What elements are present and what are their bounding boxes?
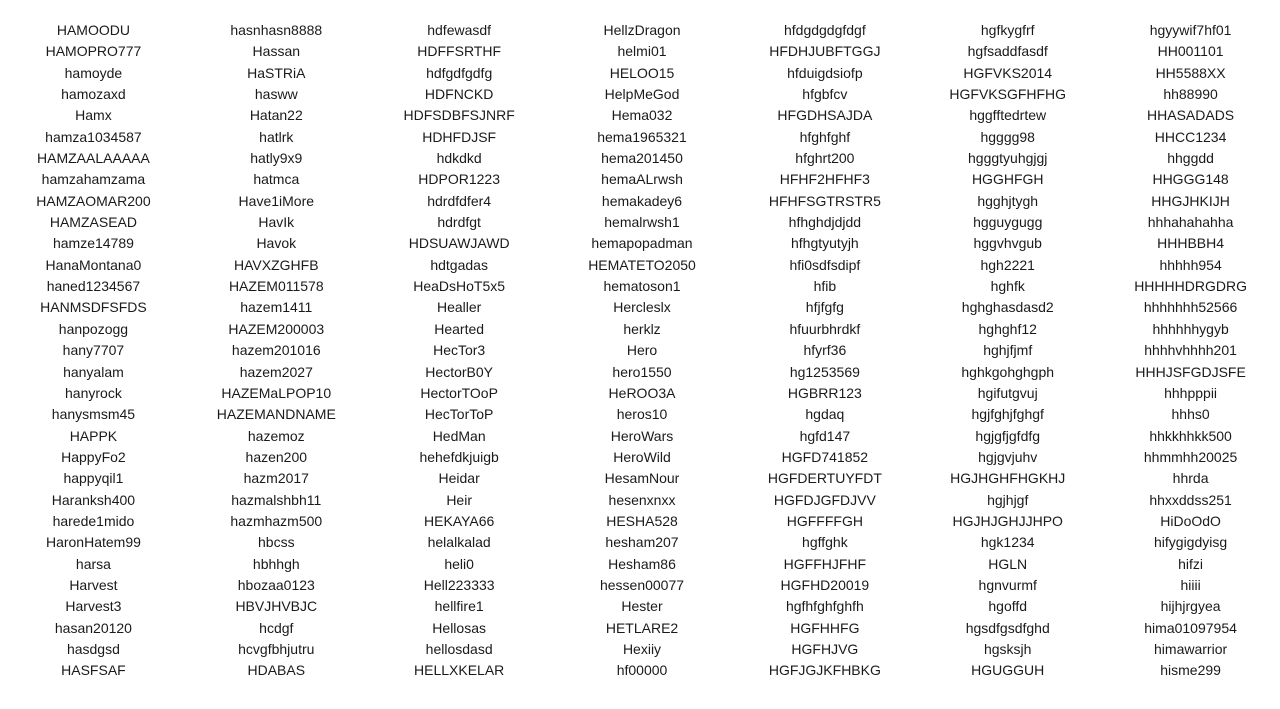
username-cell: Hexiiy xyxy=(622,640,662,657)
username-cell: HDSUAWJAWD xyxy=(408,235,510,252)
username-cell: hdkdkd xyxy=(436,150,482,167)
username-cell: hgfkygfrf xyxy=(980,22,1035,38)
username-cell: hemalrwsh1 xyxy=(604,214,680,231)
username-cell: HFHF2HFHF3 xyxy=(779,171,870,188)
username-cell: hhhpppii xyxy=(1164,384,1218,401)
username-cell: hfdgdgdgfdgf xyxy=(783,22,866,38)
username-cell: HanaMontana0 xyxy=(45,256,142,273)
username-cell: hgghjtygh xyxy=(977,192,1039,209)
username-cell: hdrdfgt xyxy=(437,214,481,231)
username-cell: HGUGGUH xyxy=(971,662,1045,679)
username-cell: Healler xyxy=(436,299,482,316)
username-cell: HAZEM011578 xyxy=(228,278,324,295)
username-cell: hhhhhhh52566 xyxy=(1143,299,1238,316)
username-cell: Hesham86 xyxy=(608,555,676,572)
username-cell: HHHJSFGDJSFE xyxy=(1135,363,1246,380)
username-cell: HedMan xyxy=(432,427,486,444)
username-cell: Hassan xyxy=(252,43,301,60)
username-cell: hgh2221 xyxy=(980,256,1035,273)
username-cell: HGFHHFG xyxy=(790,619,860,636)
username-cell: HGFVKSGFHFHG xyxy=(949,86,1067,103)
username-cell: hhhhhhygyb xyxy=(1152,320,1229,337)
username-cell: Harvest3 xyxy=(65,598,122,615)
username-cell: hanyalam xyxy=(63,363,124,380)
username-cell: HAMZASEAD xyxy=(49,214,137,231)
username-cell: HappyFo2 xyxy=(61,448,126,465)
username-cell: hgyywif7hf01 xyxy=(1149,22,1232,38)
username-cell: hazmalshbh11 xyxy=(231,491,322,508)
username-cell: hhggdd xyxy=(1167,150,1214,167)
username-cell: hhhs0 xyxy=(1171,406,1210,423)
username-list xyxy=(0,20,1280,682)
username-cell: hgjgfjgfdfg xyxy=(975,427,1041,444)
username-cell: HGFFFFGH xyxy=(786,512,863,529)
username-cell: hazemoz xyxy=(247,427,305,444)
username-cell: HelpMeGod xyxy=(604,86,680,103)
username-cell: hesham207 xyxy=(605,534,679,551)
username-cell: hanpozogg xyxy=(58,320,129,337)
username-cell: hgggtyuhgjgj xyxy=(968,150,1048,167)
username-cell: hgjfghjfghgf xyxy=(971,406,1044,423)
username-cell: hbhhgh xyxy=(252,555,300,572)
username-cell: Haranksh400 xyxy=(51,491,136,508)
username-cell: HELLXKELAR xyxy=(414,662,505,679)
username-cell: HectorTOoP xyxy=(420,384,498,401)
username-cell: hfi0sdfsdipf xyxy=(789,256,861,273)
username-cell: hanyrock xyxy=(65,384,122,401)
username-cell: hhhahahahha xyxy=(1147,214,1234,231)
username-cell: hghghf12 xyxy=(978,320,1037,337)
username-cell: hcvgfbhjutru xyxy=(238,640,315,657)
username-cell: HDPOR1223 xyxy=(418,171,500,188)
username-cell: hfghrt200 xyxy=(795,150,855,167)
username-cell: HGFVKS2014 xyxy=(963,64,1053,81)
username-cell: HAZEMANDNAME xyxy=(216,406,336,423)
username-cell: HAVXZGHFB xyxy=(234,256,319,273)
username-cell: hamze14789 xyxy=(52,235,134,252)
username-cell: HAMOPRO777 xyxy=(45,43,142,60)
username-cell: hdrdfdfer4 xyxy=(427,192,492,209)
username-cell: HeroWild xyxy=(613,448,671,465)
username-cell: HDFNCKD xyxy=(424,86,494,103)
username-cell: HavIk xyxy=(258,214,295,231)
username-cell: HGJHJGHJJHPO xyxy=(952,512,1063,529)
username-cell: hbcss xyxy=(258,534,295,551)
username-cell: HellzDragon xyxy=(603,22,681,38)
username-cell: hghjfjmf xyxy=(983,342,1033,359)
username-cell: Hellosas xyxy=(432,619,486,636)
username-cell: HHCC1234 xyxy=(1154,128,1227,145)
username-cell: HeaDsHoT5x5 xyxy=(413,278,506,295)
username-cell: hasan20120 xyxy=(54,619,132,636)
username-cell: helmi01 xyxy=(617,43,667,60)
username-cell: HDFSDBFSJNRF xyxy=(403,107,515,124)
username-cell: hgifutgvuj xyxy=(977,384,1038,401)
username-cell: hfib xyxy=(813,278,837,295)
username-cell: hellosdasd xyxy=(425,640,493,657)
username-cell: hfuurbhrdkf xyxy=(789,320,861,337)
username-cell: hfduigdsiofp xyxy=(787,64,863,81)
username-cell: HiDoOdO xyxy=(1160,512,1221,529)
username-cell: hemaALrwsh xyxy=(601,171,683,188)
username-cell: hema201450 xyxy=(601,150,683,167)
username-cell: hehefdkjuigb xyxy=(419,448,499,465)
username-cell: hemakadey6 xyxy=(601,192,683,209)
username-cell: HAMOODU xyxy=(56,22,130,38)
username-cell: HFGDHSAJDA xyxy=(777,107,873,124)
username-cell: HHHBBH4 xyxy=(1157,235,1225,252)
username-cell: hhxxddss251 xyxy=(1149,491,1232,508)
username-cell: HAPPK xyxy=(69,427,118,444)
username-cell: hdfewasdf xyxy=(427,22,492,38)
username-cell: HaronHatem99 xyxy=(45,534,141,551)
username-cell: hgk1234 xyxy=(980,534,1035,551)
username-cell: hdfgdfgdfg xyxy=(426,64,493,81)
username-cell: HDHFDJSF xyxy=(422,128,497,145)
username-cell: HGBRR123 xyxy=(787,384,862,401)
username-cell: hazm2017 xyxy=(243,470,309,487)
username-cell: hazen200 xyxy=(245,448,308,465)
username-cell: hbozaa0123 xyxy=(237,576,315,593)
username-cell: HDFFSRTHF xyxy=(417,43,502,60)
username-cell: herklz xyxy=(623,320,661,337)
username-cell: hisme299 xyxy=(1160,662,1221,679)
username-cell: hgjhjgf xyxy=(987,491,1029,508)
username-cell: HGGHFGH xyxy=(971,171,1044,188)
username-cell: HGFFHJFHF xyxy=(783,555,867,572)
username-cell: HESHA528 xyxy=(606,512,678,529)
username-cell: hatlrk xyxy=(259,128,294,145)
username-cell: Hell223333 xyxy=(423,576,495,593)
username-cell: hema1965321 xyxy=(597,128,687,145)
username-cell: hellfire1 xyxy=(434,598,484,615)
username-cell: hifzi xyxy=(1178,555,1204,572)
username-cell: HASFSAF xyxy=(61,662,126,679)
username-cell: hfghfghf xyxy=(799,128,851,145)
username-cell: Hema032 xyxy=(611,107,673,124)
username-cell: hgjgvjuhv xyxy=(978,448,1038,465)
username-cell: hesenxnxx xyxy=(608,491,676,508)
username-cell: hematoson1 xyxy=(603,278,681,295)
username-cell: hhkkhhkk500 xyxy=(1149,427,1232,444)
username-cell: HAMZAOMAR200 xyxy=(36,192,151,209)
username-cell: HGFDERTUYFDT xyxy=(767,470,882,487)
username-cell: harede1mido xyxy=(52,512,135,529)
username-cell: Hero xyxy=(626,342,658,359)
username-cell: HaSTRiA xyxy=(247,64,306,81)
username-cell: hgfsaddfasdf xyxy=(967,43,1048,60)
username-cell: HGLN xyxy=(988,555,1028,572)
username-cell: happyqil1 xyxy=(63,470,124,487)
username-cell: hero1550 xyxy=(612,363,672,380)
username-cell: HAZEM200003 xyxy=(228,320,325,337)
username-cell: HH5588XX xyxy=(1155,64,1226,81)
username-cell: HHHHHDRGDRG xyxy=(1134,278,1247,295)
username-cell: Have1iMore xyxy=(238,192,315,209)
username-cell: HeROO3A xyxy=(608,384,676,401)
username-cell: HGJHGHFHGKHJ xyxy=(950,470,1066,487)
username-cell: HEKAYA66 xyxy=(424,512,495,529)
username-cell: HGFD741852 xyxy=(781,448,869,465)
username-cell: HFDHJUBFTGGJ xyxy=(769,43,881,60)
username-cell: himawarrior xyxy=(1154,640,1228,657)
username-cell: hifygigdyisg xyxy=(1154,534,1228,551)
username-cell: hasnhasn8888 xyxy=(230,22,323,38)
username-cell: HGFJGJKFHBKG xyxy=(768,662,881,679)
username-cell: hasww xyxy=(254,86,298,103)
username-cell: HHASADADS xyxy=(1147,107,1235,124)
username-cell: Hamx xyxy=(75,107,112,124)
username-cell: Harvest xyxy=(69,576,118,593)
username-cell: hasdgsd xyxy=(66,640,120,657)
username-cell: haned1234567 xyxy=(46,278,141,295)
username-cell: Heir xyxy=(446,491,472,508)
username-cell: Hearted xyxy=(434,320,485,337)
username-cell: hessen00077 xyxy=(599,576,685,593)
username-cell: hima01097954 xyxy=(1144,619,1237,636)
username-cell: HecTorToP xyxy=(424,406,494,423)
username-cell: hgdaq xyxy=(805,406,845,423)
username-cell: hg1253569 xyxy=(789,363,860,380)
username-cell: HETLARE2 xyxy=(605,619,679,636)
username-cell: hcdgf xyxy=(259,619,294,636)
column-6 xyxy=(916,20,1099,682)
username-cell: hazem1411 xyxy=(240,299,313,316)
username-cell: Hercleslx xyxy=(613,299,671,316)
username-cell: hfyrf36 xyxy=(803,342,847,359)
username-cell: HEMATETO2050 xyxy=(588,256,696,273)
username-cell: hamzahamzama xyxy=(41,171,146,188)
username-cell: hh88990 xyxy=(1163,86,1218,103)
username-cell: HAMZAALAAAAA xyxy=(37,150,150,167)
username-cell: hhrda xyxy=(1172,470,1209,487)
username-cell: hgsksjh xyxy=(983,640,1032,657)
username-cell: HAZEMaLPOP10 xyxy=(221,384,332,401)
column-5 xyxy=(733,20,916,682)
username-cell: hfjfgfg xyxy=(805,299,844,316)
username-cell: HesamNour xyxy=(604,470,680,487)
username-cell: hggfftedrtew xyxy=(969,107,1047,124)
username-cell: heros10 xyxy=(616,406,668,423)
username-cell: hijhjrgyea xyxy=(1160,598,1221,615)
username-cell: hgggg98 xyxy=(980,128,1035,145)
username-cell: HH001101 xyxy=(1157,43,1224,60)
username-cell: hamza1034587 xyxy=(45,128,142,145)
username-cell: HELOO15 xyxy=(609,64,675,81)
username-cell: hfgbfcv xyxy=(802,86,848,103)
username-cell: hazmhazm500 xyxy=(230,512,323,529)
username-cell: hazem201016 xyxy=(231,342,321,359)
username-cell: HDABAS xyxy=(247,662,306,679)
username-cell: Heidar xyxy=(438,470,480,487)
username-cell: hfhgtyutyjh xyxy=(791,235,859,252)
username-cell: hany7707 xyxy=(62,342,125,359)
username-cell: HHGGG148 xyxy=(1152,171,1229,188)
username-cell: hgguygugg xyxy=(973,214,1043,231)
username-cell: HectorB0Y xyxy=(425,363,493,380)
username-cell: hgffghk xyxy=(802,534,848,551)
column-2 xyxy=(185,20,368,682)
username-cell: HGFHD20019 xyxy=(780,576,870,593)
username-cell: hiiii xyxy=(1180,576,1201,593)
username-cell: hghkgohghgph xyxy=(961,363,1055,380)
username-cell: hamozaxd xyxy=(61,86,126,103)
username-cell: heli0 xyxy=(444,555,474,572)
username-cell: HFHFSGTRSTR5 xyxy=(768,192,881,209)
username-cell: Hester xyxy=(621,598,663,615)
username-cell: hghghasdasd2 xyxy=(961,299,1054,316)
column-4 xyxy=(551,20,734,682)
username-cell: hgoffd xyxy=(988,598,1028,615)
username-cell: hdtgadas xyxy=(430,256,488,273)
username-cell: HGFDJGFDJVV xyxy=(773,491,876,508)
username-cell: harsa xyxy=(75,555,111,572)
username-cell: HGFHJVG xyxy=(791,640,859,657)
username-cell: hhhhvhhhh201 xyxy=(1144,342,1237,359)
username-cell: hhmmhh20025 xyxy=(1143,448,1238,465)
username-cell: hgsdfgsdfghd xyxy=(965,619,1050,636)
username-cell: HeroWars xyxy=(610,427,674,444)
username-cell: hf00000 xyxy=(616,662,668,679)
username-cell: hanysmsm45 xyxy=(51,406,136,423)
username-cell: Havok xyxy=(256,235,297,252)
username-cell: hazem2027 xyxy=(239,363,313,380)
username-cell: hamoyde xyxy=(64,64,123,81)
username-cell: hatly9x9 xyxy=(250,150,303,167)
username-cell: hgnvurmf xyxy=(978,576,1037,593)
column-7 xyxy=(1099,20,1280,682)
username-cell: hgfhfghfghfh xyxy=(785,598,864,615)
username-cell: hfhghdjdjdd xyxy=(788,214,862,231)
username-cell: Hatan22 xyxy=(249,107,303,124)
username-cell: hhhhh954 xyxy=(1159,256,1222,273)
username-cell: HANMSDFSFDS xyxy=(40,299,147,316)
username-cell: HHGJHKIJH xyxy=(1151,192,1230,209)
username-cell: hghfk xyxy=(990,278,1025,295)
column-1 xyxy=(2,20,185,682)
username-cell: helalkalad xyxy=(427,534,491,551)
username-cell: hggvhvgub xyxy=(973,235,1042,252)
username-cell: hgfd147 xyxy=(799,427,851,444)
column-3 xyxy=(368,20,551,682)
username-cell: hemapopadman xyxy=(591,235,693,252)
username-cell: hatmca xyxy=(253,171,300,188)
username-cell: HecTor3 xyxy=(433,342,486,359)
username-cell: HBVJHVBJC xyxy=(235,598,318,615)
